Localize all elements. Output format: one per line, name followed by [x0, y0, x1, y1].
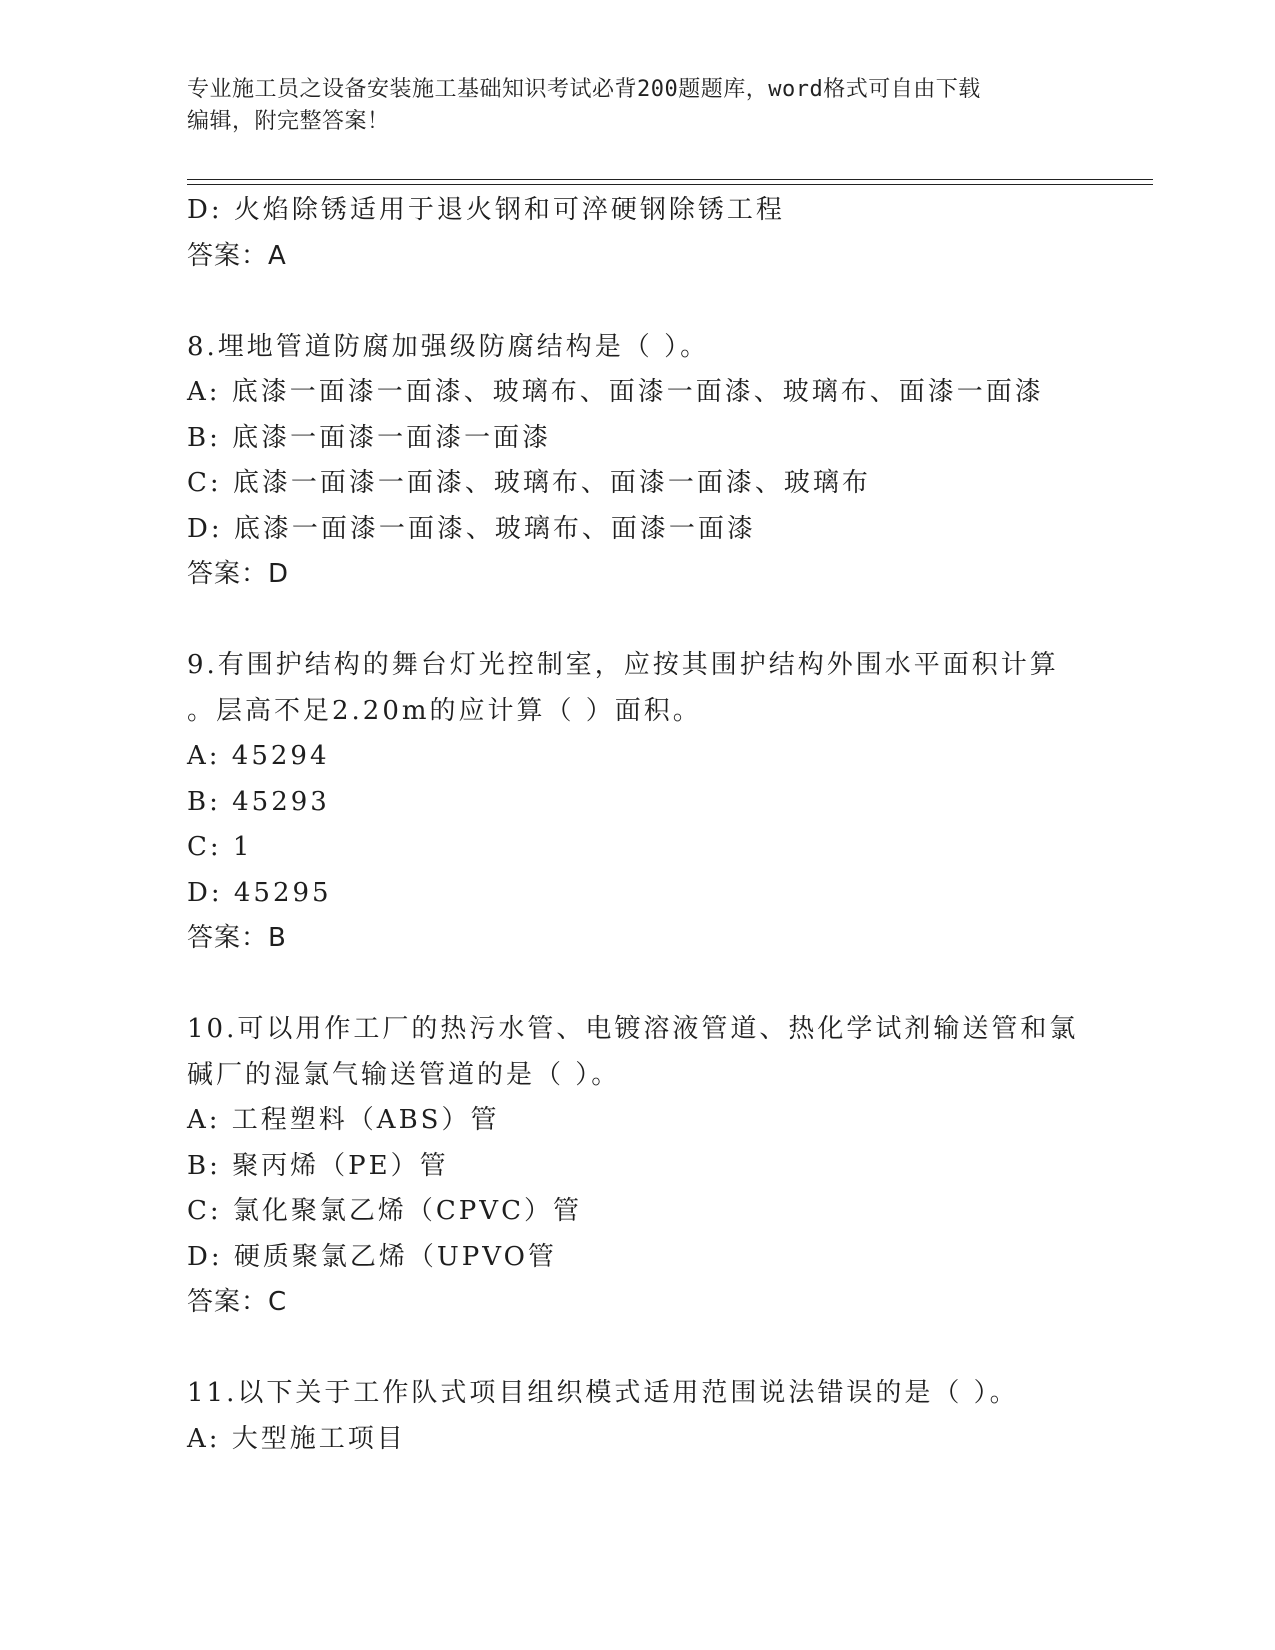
- header-line-2: 编辑，附完整答案！: [187, 109, 390, 134]
- question-list: [187, 188, 1153, 1462]
- answer: 答案：C: [187, 1287, 288, 1317]
- option-b: B: 底漆一面漆一面漆一面漆: [187, 422, 552, 453]
- answer: 答案：A: [187, 240, 287, 271]
- option-d: D: 底漆一面漆一面漆、玻璃布、面漆一面漆: [187, 513, 756, 544]
- option-d: D: 火焰除锈适用于退火钢和可淬硬钢除锈工程: [187, 195, 785, 225]
- spacer: [187, 279, 1153, 325]
- question-text: 10.可以用作工厂的热污水管、电镀溶液管道、热化学试剂输送管和氯: [187, 1014, 1079, 1044]
- option-b: B: 聚丙烯（PE）管: [187, 1150, 449, 1181]
- option-a: A: 大型施工项目: [187, 1423, 406, 1454]
- spacer: [187, 1326, 1153, 1372]
- option-a: A: 工程塑料（ABS）管: [187, 1105, 500, 1135]
- question-text: 9.有围护结构的舞台灯光控制室，应按其围护结构外围水平面积计算: [187, 650, 1059, 680]
- answer: 答案：B: [187, 923, 287, 953]
- question-text: 8.埋地管道防腐加强级防腐结构是（ ）。: [187, 331, 710, 362]
- option-d: D: 45295: [187, 877, 332, 908]
- option-b: B: 45293: [187, 786, 330, 817]
- answer: 答案：D: [187, 559, 290, 589]
- option-c: C: 1: [187, 832, 253, 862]
- spacer: [187, 598, 1153, 644]
- spacer: [187, 962, 1153, 1008]
- option-a: A: 底漆一面漆一面漆、玻璃布、面漆一面漆、玻璃布、面漆一面漆: [187, 377, 1044, 407]
- question-text-continued: 碱厂的湿氯气输送管道的是（ ）。: [187, 1059, 621, 1090]
- option-a: A: 45294: [187, 741, 330, 771]
- question-text-continued: 。层高不足2.20m的应计算（ ）面积。: [187, 695, 702, 726]
- header-line-1: 专业施工员之设备安装施工基础知识考试必背200题题库，word格式可自由下载: [187, 77, 981, 102]
- document-header: [187, 74, 1087, 138]
- question-text: 11.以下关于工作队式项目组织模式适用范围说法错误的是（ ）。: [187, 1378, 1019, 1408]
- option-c: C: 底漆一面漆一面漆、玻璃布、面漆一面漆、玻璃布: [187, 468, 871, 498]
- header-divider-bottom: [187, 184, 1153, 185]
- option-d: D: 硬质聚氯乙烯（UPVO管: [187, 1241, 557, 1272]
- option-c: C: 氯化聚氯乙烯（CPVC）管: [187, 1196, 582, 1226]
- header-divider-top: [187, 179, 1153, 180]
